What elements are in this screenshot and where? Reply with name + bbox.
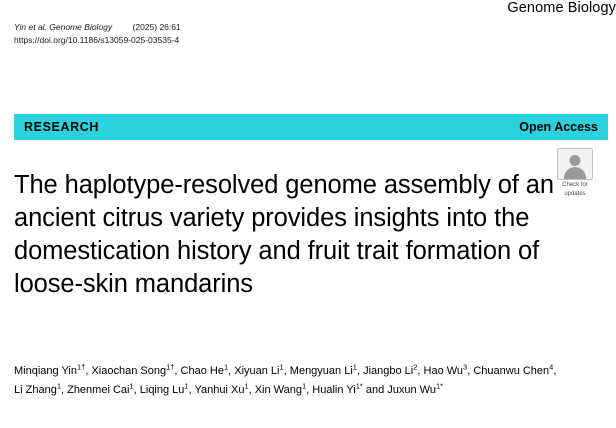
open-access-label: Open Access bbox=[519, 120, 598, 134]
author-list bbox=[14, 362, 602, 400]
author-line-1: Minqiang Yin$^{1\dagger}$, Xiaochan Song$^{1\dagger}$, Chao He$^1$, Xiyuan Li$^1$, Mengyuan Li$^1$, Jiangbo Li$^2$, Hao Wu$^3$, Chuanwu Chen$^4$, bbox=[14, 362, 557, 377]
badge-line-1: Check for bbox=[562, 182, 588, 188]
citation-header bbox=[14, 22, 602, 56]
citation-line bbox=[14, 22, 602, 33]
citation-journal: Genome Biology bbox=[49, 22, 113, 32]
crossmark-icon bbox=[557, 148, 593, 180]
badge-line-2: updates bbox=[564, 191, 586, 197]
page-title: The haplotype-resolved genome assembly of an ancient citrus variety provides insights into the domestication history and fruit trait formation of loose-skin mandarins bbox=[14, 171, 554, 299]
person-head-shape bbox=[570, 155, 581, 166]
doi-link[interactable]: https://doi.org/10.1186/s13059-025-03535-4 bbox=[14, 35, 180, 45]
article-type-label: RESEARCH bbox=[24, 120, 99, 134]
check-for-updates-badge[interactable] bbox=[546, 148, 604, 198]
person-body-shape bbox=[564, 167, 586, 179]
citation-authors: Yin et al. bbox=[14, 22, 47, 32]
citation-volume: (2025) 26:61 bbox=[132, 22, 181, 32]
author-line-2: Li Zhang$^1$, Zhenmei Cai$^1$, Liqing Lu$^1$, Yanhui Xu$^1$, Xin Wang$^1$, Hualin $Yi^{1*}$ and Juxun $Wu^{1*}$ bbox=[14, 381, 444, 396]
journal-title: Genome Biology bbox=[507, 0, 616, 16]
article-banner bbox=[14, 114, 608, 140]
